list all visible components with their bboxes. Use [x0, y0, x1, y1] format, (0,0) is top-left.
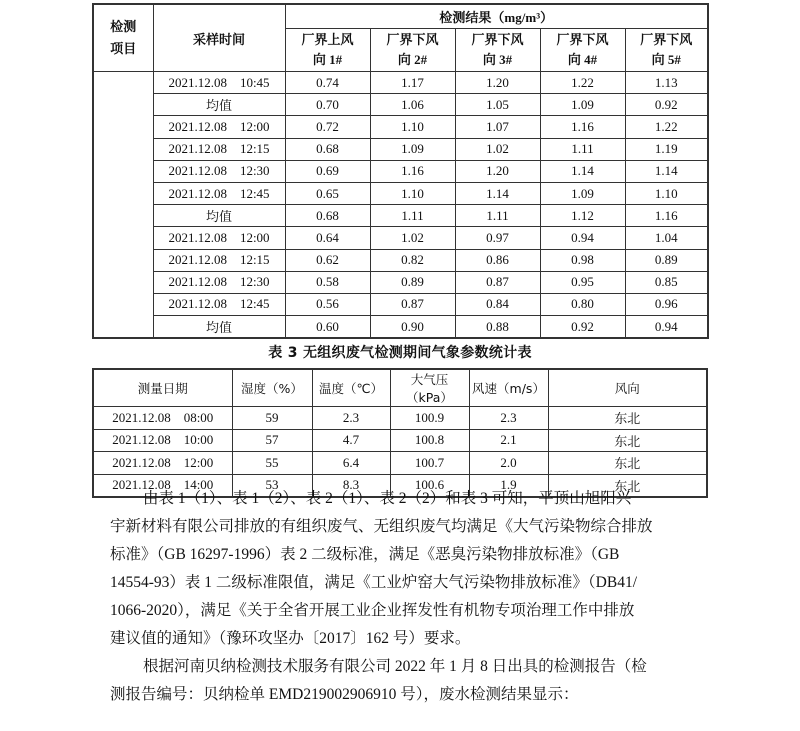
value-cell: 1.06 — [370, 94, 455, 116]
table-row — [93, 182, 708, 204]
value-cell: 1.14 — [625, 160, 708, 182]
value-cell: 0.89 — [370, 271, 455, 293]
value-cell: 东北 — [548, 429, 707, 452]
header-point-line1: 厂界下风 — [386, 32, 439, 47]
header-point-line1: 厂界下风 — [471, 32, 524, 47]
value-cell: 1.10 — [370, 182, 455, 204]
value-cell: 0.68 — [285, 138, 370, 160]
value-cell: 1.12 — [540, 205, 625, 227]
sampling-time-cell: 2021.12.08 12:00 — [153, 116, 285, 138]
weather-params-table — [92, 368, 708, 498]
value-cell: 100.9 — [390, 407, 469, 430]
value-cell: 0.56 — [285, 293, 370, 315]
header-point-5 — [625, 29, 708, 72]
emission-results-table — [92, 3, 709, 339]
value-cell: 0.94 — [625, 316, 708, 339]
header-point-line2: 向 3# — [482, 52, 513, 67]
value-cell: 1.11 — [540, 138, 625, 160]
table-row — [93, 205, 708, 227]
table-row — [93, 271, 708, 293]
value-cell: 55 — [232, 452, 312, 475]
column-header: 大气压（kPa） — [390, 369, 469, 407]
value-cell: 1.09 — [540, 94, 625, 116]
value-cell: 2.1 — [469, 429, 548, 452]
sampling-time-cell: 2021.12.08 12:30 — [153, 271, 285, 293]
header-point-line1: 厂界下风 — [640, 32, 693, 47]
value-cell: 0.92 — [625, 94, 708, 116]
value-cell: 1.14 — [455, 182, 540, 204]
value-cell: 1.09 — [540, 182, 625, 204]
header-point-line2: 向 4# — [567, 52, 598, 67]
value-cell: 100.6 — [390, 474, 469, 497]
text-line: 14554-93）表 1 二级标准限值，满足《工业炉窑大气污染物排放标准》（DB41/ — [110, 574, 638, 591]
value-cell: 0.89 — [625, 249, 708, 271]
table-row — [93, 116, 708, 138]
value-cell: 1.20 — [455, 72, 540, 94]
value-cell: 1.11 — [370, 205, 455, 227]
value-cell: 1.11 — [455, 205, 540, 227]
value-cell: 6.4 — [312, 452, 390, 475]
sampling-time-cell: 2021.12.08 12:00 — [153, 227, 285, 249]
value-cell: 57 — [232, 429, 312, 452]
header-point-3 — [455, 29, 540, 72]
value-cell: 53 — [232, 474, 312, 497]
value-cell: 1.07 — [455, 116, 540, 138]
table-row — [93, 249, 708, 271]
value-cell: 0.98 — [540, 249, 625, 271]
value-cell: 东北 — [548, 452, 707, 475]
header-point-line2: 向 2# — [397, 52, 428, 67]
header-item — [93, 4, 153, 72]
sampling-time-cell: 2021.12.08 12:15 — [153, 138, 285, 160]
table-row — [93, 316, 708, 339]
value-cell: 1.09 — [370, 138, 455, 160]
header-point-2 — [370, 29, 455, 72]
sampling-time-cell: 2021.12.08 10:45 — [153, 72, 285, 94]
value-cell: 1.10 — [370, 116, 455, 138]
header-results: 检测结果（mg/m³） — [285, 4, 708, 29]
value-cell: 1.19 — [625, 138, 708, 160]
header-point-line1: 厂界下风 — [556, 32, 609, 47]
table3-caption: 表 3 无组织废气检测期间气象参数统计表 — [268, 345, 532, 361]
value-cell: 0.92 — [540, 316, 625, 339]
value-cell: 0.68 — [285, 205, 370, 227]
date-cell: 2021.12.08 10:00 — [93, 429, 232, 452]
column-header: 温度（℃） — [312, 369, 390, 407]
average-label: 均值 — [153, 205, 285, 227]
column-header: 测量日期 — [93, 369, 232, 407]
text-line: 测报告编号：贝纳检单 EMD219002906910 号），废水检测结果显示： — [110, 686, 579, 703]
table-row — [93, 293, 708, 315]
item-cell — [93, 72, 153, 339]
column-header: 湿度（%） — [232, 369, 312, 407]
table-row — [93, 94, 708, 116]
value-cell: 0.65 — [285, 182, 370, 204]
table-row — [93, 72, 708, 94]
column-header: 风向 — [548, 369, 707, 407]
value-cell: 1.16 — [540, 116, 625, 138]
header-point-line1: 厂界上风 — [301, 32, 354, 47]
table-row — [93, 429, 707, 452]
header-point-1 — [285, 29, 370, 72]
value-cell: 1.16 — [625, 205, 708, 227]
value-cell: 0.80 — [540, 293, 625, 315]
value-cell: 1.10 — [625, 182, 708, 204]
value-cell: 0.82 — [370, 249, 455, 271]
value-cell: 1.04 — [625, 227, 708, 249]
average-label: 均值 — [153, 94, 285, 116]
value-cell: 59 — [232, 407, 312, 430]
value-cell: 1.22 — [540, 72, 625, 94]
header-item-line2: 项目 — [110, 41, 137, 56]
value-cell: 4.7 — [312, 429, 390, 452]
value-cell: 1.9 — [469, 474, 548, 497]
value-cell: 0.96 — [625, 293, 708, 315]
text-line: 1066-2020），满足《关于全省开展工业企业挥发性有机物专项治理工作中排放 — [110, 602, 635, 619]
value-cell: 1.02 — [455, 138, 540, 160]
value-cell: 0.62 — [285, 249, 370, 271]
text-line: 建议值的通知》（豫环攻坚办〔2017〕162 号）要求。 — [110, 630, 471, 647]
value-cell: 0.97 — [455, 227, 540, 249]
sampling-time-cell: 2021.12.08 12:15 — [153, 249, 285, 271]
table-row — [93, 407, 707, 430]
value-cell: 1.13 — [625, 72, 708, 94]
conclusion-paragraph — [110, 485, 710, 653]
table-row — [93, 452, 707, 475]
value-cell: 0.72 — [285, 116, 370, 138]
text-line: 根据河南贝纳检测技术服务有限公司 2022 年 1 月 8 日出具的检测报告（检 — [143, 658, 647, 675]
average-label: 均值 — [153, 316, 285, 339]
value-cell: 2.3 — [312, 407, 390, 430]
value-cell: 0.74 — [285, 72, 370, 94]
sampling-time-cell: 2021.12.08 12:30 — [153, 160, 285, 182]
value-cell: 0.90 — [370, 316, 455, 339]
table-row — [93, 227, 708, 249]
value-cell: 0.88 — [455, 316, 540, 339]
date-cell: 2021.12.08 08:00 — [93, 407, 232, 430]
value-cell: 2.3 — [469, 407, 548, 430]
text-line: 宇新材料有限公司排放的有组织废气、无组织废气均满足《大气污染物综合排放 — [110, 518, 653, 535]
column-header: 风速（m/s） — [469, 369, 548, 407]
value-cell: 0.87 — [455, 271, 540, 293]
value-cell: 0.94 — [540, 227, 625, 249]
value-cell: 0.60 — [285, 316, 370, 339]
value-cell: 0.69 — [285, 160, 370, 182]
header-item-line1: 检测 — [110, 19, 137, 34]
value-cell: 1.16 — [370, 160, 455, 182]
value-cell: 0.87 — [370, 293, 455, 315]
value-cell: 0.86 — [455, 249, 540, 271]
header-point-line2: 向 1# — [312, 52, 343, 67]
header-point-line2: 向 5# — [651, 52, 681, 67]
value-cell: 1.17 — [370, 72, 455, 94]
value-cell: 东北 — [548, 407, 707, 430]
value-cell: 1.20 — [455, 160, 540, 182]
table-row — [93, 138, 708, 160]
value-cell: 0.70 — [285, 94, 370, 116]
value-cell: 1.14 — [540, 160, 625, 182]
value-cell: 0.95 — [540, 271, 625, 293]
value-cell: 0.64 — [285, 227, 370, 249]
value-cell: 0.84 — [455, 293, 540, 315]
sampling-time-cell: 2021.12.08 12:45 — [153, 293, 285, 315]
header-point-4 — [540, 29, 625, 72]
value-cell: 0.58 — [285, 271, 370, 293]
value-cell: 1.05 — [455, 94, 540, 116]
date-cell: 2021.12.08 12:00 — [93, 452, 232, 475]
value-cell: 东北 — [548, 474, 707, 497]
value-cell: 2.0 — [469, 452, 548, 475]
text-line: 由表 1（1）、表 1（2）、表 2（1）、表 2（2）和表 3 可知，平顶山旭阳兴 — [143, 490, 632, 507]
header-sampling-time: 采样时间 — [153, 4, 285, 72]
value-cell: 0.85 — [625, 271, 708, 293]
value-cell: 8.3 — [312, 474, 390, 497]
value-cell: 100.7 — [390, 452, 469, 475]
value-cell: 100.8 — [390, 429, 469, 452]
value-cell: 1.02 — [370, 227, 455, 249]
wastewater-paragraph — [110, 653, 710, 709]
text-line: 标准》（GB 16297-1996）表 2 二级标准，满足《恶臭污染物排放标准》（GB — [110, 546, 620, 563]
value-cell: 1.22 — [625, 116, 708, 138]
table-row — [93, 160, 708, 182]
date-cell: 2021.12.08 14:00 — [93, 474, 232, 497]
sampling-time-cell: 2021.12.08 12:45 — [153, 182, 285, 204]
